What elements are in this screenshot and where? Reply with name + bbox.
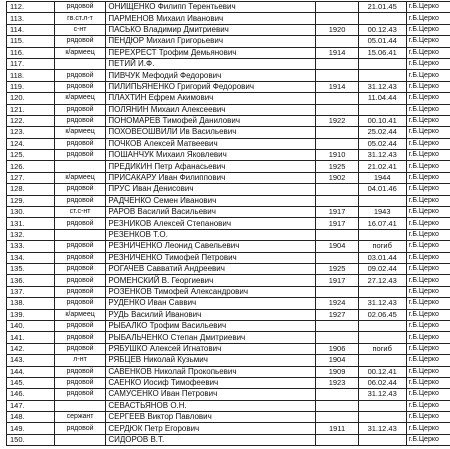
military-rank-cell: рядовой — [54, 104, 106, 115]
table-row — [7, 195, 450, 206]
death-date-cell: 00.10.41 — [358, 115, 406, 126]
row-number-cell: 115. — [7, 36, 55, 47]
person-name-cell: РЫБАЛКО Трофим Васильевич — [106, 320, 316, 331]
burial-place-cell: г.Б.Церко — [406, 81, 450, 92]
person-name-cell: ПАРМЕНОВ Михаил Иванович — [106, 13, 316, 24]
death-date-cell: 15.06.41 — [358, 47, 406, 58]
row-number-cell: 144. — [7, 366, 55, 377]
death-date-cell: 25.02.44 — [358, 127, 406, 138]
table-row — [7, 2, 450, 13]
death-date-cell — [358, 434, 406, 445]
person-name-cell: РОМЕНСКИЙ В. Георгиевич — [106, 275, 316, 286]
birth-year-cell — [316, 2, 358, 13]
birth-year-cell — [316, 195, 358, 206]
table-row — [7, 366, 450, 377]
person-name-cell: СИДОРОВ В.Т. — [106, 434, 316, 445]
row-number-cell: 147. — [7, 400, 55, 411]
table-row — [7, 275, 450, 286]
burial-place-cell: г.Б.Церко — [406, 252, 450, 263]
table-row — [7, 332, 450, 343]
table-row — [7, 184, 450, 195]
row-number-cell: 126. — [7, 161, 55, 172]
burial-place-cell: г.Б.Церко — [406, 332, 450, 343]
row-number-cell: 123. — [7, 127, 55, 138]
military-rank-cell: рядовой — [54, 195, 106, 206]
person-name-cell: РАРОВ Василий Васильевич — [106, 207, 316, 218]
death-date-cell — [358, 229, 406, 240]
burial-place-cell: г.Б.Церко — [406, 104, 450, 115]
death-date-cell: 27.12.43 — [358, 275, 406, 286]
military-rank-cell: рядовой — [54, 343, 106, 354]
table-row — [7, 150, 450, 161]
birth-year-cell: 1909 — [316, 366, 358, 377]
military-rank-cell: рядовой — [54, 218, 106, 229]
military-rank-cell: рядовой — [54, 81, 106, 92]
death-date-cell: 04.01.46 — [358, 184, 406, 195]
person-name-cell: РОЗЕНКОВ Тимофей Александрович — [106, 286, 316, 297]
death-date-cell — [358, 412, 406, 423]
birth-year-cell: 1917 — [316, 207, 358, 218]
table-row — [7, 13, 450, 24]
birth-year-cell — [316, 389, 358, 400]
burial-place-cell: г.Б.Церко — [406, 36, 450, 47]
row-number-cell: 136. — [7, 275, 55, 286]
death-date-cell — [358, 70, 406, 81]
person-name-cell: РЕЗНИКОВ Алексей Степанович — [106, 218, 316, 229]
death-date-cell — [358, 320, 406, 331]
birth-year-cell: 1914 — [316, 47, 358, 58]
person-name-cell: РЯБУШКО Алексей Игнатович — [106, 343, 316, 354]
row-number-cell: 112. — [7, 2, 55, 13]
military-rank-cell: к/армеец — [54, 47, 106, 58]
burial-place-cell: г.Б.Церко — [406, 13, 450, 24]
birth-year-cell: 1917 — [316, 275, 358, 286]
death-date-cell: погиб — [358, 241, 406, 252]
person-name-cell: ПОШАНЧУК Михаил Яковлевич — [106, 150, 316, 161]
death-date-cell: 31.12.43 — [358, 423, 406, 434]
death-date-cell — [358, 104, 406, 115]
burial-place-cell: г.Б.Церко — [406, 24, 450, 35]
row-number-cell: 149. — [7, 423, 55, 434]
table-row — [7, 377, 450, 388]
row-number-cell: 124. — [7, 138, 55, 149]
military-rank-cell: к/армеец — [54, 127, 106, 138]
birth-year-cell: 1906 — [316, 343, 358, 354]
person-name-cell: ПРЕДИКИН Петр Афанасьевич — [106, 161, 316, 172]
person-name-cell: РУДЬ Василий Иванович — [106, 309, 316, 320]
birth-year-cell — [316, 58, 358, 69]
birth-year-cell — [316, 286, 358, 297]
military-rank-cell: к/армеец — [54, 309, 106, 320]
birth-year-cell — [316, 127, 358, 138]
burial-place-cell: г.Б.Церко — [406, 138, 450, 149]
burial-place-cell: г.Б.Церко — [406, 400, 450, 411]
birth-year-cell: 1923 — [316, 377, 358, 388]
table-body — [7, 2, 450, 446]
military-rank-cell: гв.ст.л-т — [54, 13, 106, 24]
table-row — [7, 115, 450, 126]
burial-place-cell: г.Б.Церко — [406, 127, 450, 138]
table-row — [7, 24, 450, 35]
person-name-cell: ПЕНДЮР Михаил Григорьевич — [106, 36, 316, 47]
burial-place-cell: г.Б.Церко — [406, 412, 450, 423]
death-date-cell: 00.12.43 — [358, 24, 406, 35]
birth-year-cell — [316, 184, 358, 195]
birth-year-cell: 1902 — [316, 172, 358, 183]
military-rank-cell: рядовой — [54, 332, 106, 343]
table-row — [7, 172, 450, 183]
row-number-cell: 131. — [7, 218, 55, 229]
birth-year-cell — [316, 229, 358, 240]
table-row — [7, 412, 450, 423]
row-number-cell: 128. — [7, 184, 55, 195]
death-date-cell: 03.01.44 — [358, 252, 406, 263]
table-row — [7, 298, 450, 309]
burial-place-cell: г.Б.Церко — [406, 115, 450, 126]
row-number-cell: 130. — [7, 207, 55, 218]
death-date-cell: 06.02.44 — [358, 377, 406, 388]
death-date-cell — [358, 13, 406, 24]
row-number-cell: 138. — [7, 298, 55, 309]
death-date-cell: 21.02.41 — [358, 161, 406, 172]
burial-place-cell: г.Б.Церко — [406, 298, 450, 309]
birth-year-cell — [316, 104, 358, 115]
row-number-cell: 146. — [7, 389, 55, 400]
military-rank-cell: л-нт — [54, 355, 106, 366]
death-date-cell — [358, 400, 406, 411]
table-row — [7, 263, 450, 274]
death-date-cell: 02.06.45 — [358, 309, 406, 320]
birth-year-cell: 1924 — [316, 298, 358, 309]
row-number-cell: 143. — [7, 355, 55, 366]
person-name-cell: РАДЧЕНКО Семен Иванович — [106, 195, 316, 206]
burial-place-cell: г.Б.Церко — [406, 434, 450, 445]
military-rank-cell: рядовой — [54, 377, 106, 388]
death-date-cell: 31.12.43 — [358, 81, 406, 92]
burial-place-cell: г.Б.Церко — [406, 309, 450, 320]
person-name-cell: РОГАЧЕВ Савватий Андреевич — [106, 263, 316, 274]
table-row — [7, 309, 450, 320]
row-number-cell: 135. — [7, 263, 55, 274]
military-rank-cell: к/армеец — [54, 93, 106, 104]
person-name-cell: ПИЛИПЬЯНЕНКО Григорий Федорович — [106, 81, 316, 92]
table-row — [7, 93, 450, 104]
birth-year-cell: 1904 — [316, 241, 358, 252]
row-number-cell: 119. — [7, 81, 55, 92]
table-row — [7, 161, 450, 172]
burial-place-cell: г.Б.Церко — [406, 366, 450, 377]
row-number-cell: 117. — [7, 58, 55, 69]
table-row — [7, 389, 450, 400]
military-rank-cell: рядовой — [54, 320, 106, 331]
row-number-cell: 148. — [7, 412, 55, 423]
military-rank-cell: с-нт — [54, 24, 106, 35]
person-name-cell: ОНИЩЕНКО Филипп Терентьевич — [106, 2, 316, 13]
row-number-cell: 137. — [7, 286, 55, 297]
table-row — [7, 355, 450, 366]
row-number-cell: 139. — [7, 309, 55, 320]
person-name-cell: ПРУС Иван Денисович — [106, 184, 316, 195]
military-rank-cell: к/армеец — [54, 172, 106, 183]
military-rank-cell: сержант — [54, 412, 106, 423]
military-rank-cell: рядовой — [54, 70, 106, 81]
person-name-cell: РЫБАЛЬЧЕНКО Степан Дмитриевич — [106, 332, 316, 343]
burial-place-cell: г.Б.Церко — [406, 320, 450, 331]
birth-year-cell — [316, 13, 358, 24]
military-rank-cell: рядовой — [54, 286, 106, 297]
person-name-cell: САМУСЕНКО Иван Петрович — [106, 389, 316, 400]
person-name-cell: ПЛАХТИН Ефрем Акимович — [106, 93, 316, 104]
death-date-cell: 09.02.44 — [358, 263, 406, 274]
table-row — [7, 241, 450, 252]
row-number-cell: 125. — [7, 150, 55, 161]
burial-place-cell: г.Б.Церко — [406, 275, 450, 286]
burial-place-cell: г.Б.Церко — [406, 184, 450, 195]
burial-place-cell: г.Б.Церко — [406, 150, 450, 161]
table-row — [7, 252, 450, 263]
person-name-cell: ПЕРЕХРЕСТ Трофим Демьянович — [106, 47, 316, 58]
table-row — [7, 207, 450, 218]
military-rank-cell: рядовой — [54, 150, 106, 161]
military-rank-cell: рядовой — [54, 423, 106, 434]
military-rank-cell: рядовой — [54, 298, 106, 309]
person-name-cell: ПЕТИЙ И.Ф. — [106, 58, 316, 69]
death-date-cell — [358, 195, 406, 206]
person-name-cell: ПИВЧУК Мефодий Федорович — [106, 70, 316, 81]
military-rank-cell — [54, 434, 106, 445]
birth-year-cell: 1904 — [316, 355, 358, 366]
death-date-cell — [358, 286, 406, 297]
person-name-cell: ПАСЬКО Владимир Дмитриевич — [106, 24, 316, 35]
birth-year-cell — [316, 320, 358, 331]
birth-year-cell — [316, 36, 358, 47]
table-row — [7, 138, 450, 149]
death-date-cell: 11.04.44 — [358, 93, 406, 104]
person-name-cell: ПОНОМАРЕВ Тимофей Данилович — [106, 115, 316, 126]
table-row — [7, 36, 450, 47]
death-date-cell: 21.01.45 — [358, 2, 406, 13]
death-date-cell: 31.12.43 — [358, 389, 406, 400]
military-rank-cell: рядовой — [54, 36, 106, 47]
person-name-cell: ПОЛЯНИН Михаил Алексеевич — [106, 104, 316, 115]
burial-place-cell: г.Б.Церко — [406, 70, 450, 81]
burial-place-cell: г.Б.Церко — [406, 389, 450, 400]
death-date-cell: 05.01.44 — [358, 36, 406, 47]
person-name-cell: РЕЗЕНКОВ Т.О. — [106, 229, 316, 240]
burial-place-cell: г.Б.Церко — [406, 263, 450, 274]
table-row — [7, 81, 450, 92]
burial-place-cell: г.Б.Церко — [406, 58, 450, 69]
memorial-list-table — [6, 1, 450, 446]
death-date-cell: 05.02.44 — [358, 138, 406, 149]
death-date-cell: 31.12.43 — [358, 298, 406, 309]
person-name-cell: ПОЧКОВ Алексей Матвеевич — [106, 138, 316, 149]
person-name-cell: РЯБЦЕВ Николай Кузьмич — [106, 355, 316, 366]
military-rank-cell: рядовой — [54, 275, 106, 286]
birth-year-cell — [316, 70, 358, 81]
person-name-cell: САВЕНКОВ Николай Прокопьевич — [106, 366, 316, 377]
row-number-cell: 114. — [7, 24, 55, 35]
birth-year-cell — [316, 93, 358, 104]
military-rank-cell: рядовой — [54, 115, 106, 126]
person-name-cell: СЕРДЮК Петр Егорович — [106, 423, 316, 434]
death-date-cell — [358, 332, 406, 343]
row-number-cell: 113. — [7, 13, 55, 24]
row-number-cell: 132. — [7, 229, 55, 240]
military-rank-cell: рядовой — [54, 241, 106, 252]
person-name-cell: ПРИСАКАРУ Иван Филиппович — [106, 172, 316, 183]
military-rank-cell — [54, 400, 106, 411]
birth-year-cell: 1917 — [316, 218, 358, 229]
row-number-cell: 140. — [7, 320, 55, 331]
birth-year-cell — [316, 332, 358, 343]
birth-year-cell: 1927 — [316, 309, 358, 320]
burial-place-cell: г.Б.Церко — [406, 423, 450, 434]
death-date-cell: 31.12.43 — [358, 150, 406, 161]
row-number-cell: 120. — [7, 93, 55, 104]
table-row — [7, 70, 450, 81]
row-number-cell: 118. — [7, 70, 55, 81]
table-row — [7, 127, 450, 138]
burial-place-cell: г.Б.Церко — [406, 93, 450, 104]
person-name-cell: ПОХОВЕОШВИЛИ Ив Васильевич — [106, 127, 316, 138]
row-number-cell: 122. — [7, 115, 55, 126]
military-rank-cell: рядовой — [54, 366, 106, 377]
table-row — [7, 104, 450, 115]
table-row — [7, 47, 450, 58]
military-rank-cell: рядовой — [54, 263, 106, 274]
birth-year-cell — [316, 252, 358, 263]
person-name-cell: СЕРГЕЕВ Виктор Павлович — [106, 412, 316, 423]
burial-place-cell: г.Б.Церко — [406, 47, 450, 58]
military-rank-cell: рядовой — [54, 2, 106, 13]
burial-place-cell: г.Б.Церко — [406, 241, 450, 252]
burial-place-cell: г.Б.Церко — [406, 172, 450, 183]
burial-place-cell: г.Б.Церко — [406, 286, 450, 297]
row-number-cell: 129. — [7, 195, 55, 206]
birth-year-cell: 1914 — [316, 81, 358, 92]
burial-place-cell: г.Б.Церко — [406, 195, 450, 206]
table-row — [7, 58, 450, 69]
military-rank-cell — [54, 58, 106, 69]
person-name-cell: СЕВАСТЬЯНОВ О.Н. — [106, 400, 316, 411]
birth-year-cell: 1920 — [316, 24, 358, 35]
birth-year-cell — [316, 400, 358, 411]
row-number-cell: 145. — [7, 377, 55, 388]
row-number-cell: 142. — [7, 343, 55, 354]
table-row — [7, 343, 450, 354]
row-number-cell: 127. — [7, 172, 55, 183]
death-date-cell — [358, 58, 406, 69]
row-number-cell: 141. — [7, 332, 55, 343]
birth-year-cell: 1910 — [316, 150, 358, 161]
death-date-cell — [358, 355, 406, 366]
military-rank-cell: рядовой — [54, 389, 106, 400]
military-rank-cell: ст.с-нт — [54, 207, 106, 218]
birth-year-cell: 1922 — [316, 115, 358, 126]
birth-year-cell — [316, 434, 358, 445]
birth-year-cell — [316, 138, 358, 149]
death-date-cell: погиб — [358, 343, 406, 354]
person-name-cell: РЕЗНИЧЕНКО Леонид Савельевич — [106, 241, 316, 252]
death-date-cell: 16.07.41 — [358, 218, 406, 229]
burial-place-cell: г.Б.Церко — [406, 218, 450, 229]
table-row — [7, 434, 450, 445]
death-date-cell: 00.12.41 — [358, 366, 406, 377]
table-row — [7, 400, 450, 411]
burial-place-cell: г.Б.Церко — [406, 377, 450, 388]
table-row — [7, 286, 450, 297]
table-row — [7, 423, 450, 434]
row-number-cell: 116. — [7, 47, 55, 58]
birth-year-cell: 1925 — [316, 263, 358, 274]
person-name-cell: РУДЕНКО Иван Саввич — [106, 298, 316, 309]
military-rank-cell: рядовой — [54, 184, 106, 195]
person-name-cell: РЕЗНИЧЕНКО Тимофей Петрович — [106, 252, 316, 263]
burial-place-cell: г.Б.Церко — [406, 343, 450, 354]
birth-year-cell — [316, 412, 358, 423]
military-rank-cell — [54, 161, 106, 172]
military-rank-cell — [54, 229, 106, 240]
burial-place-cell: г.Б.Церко — [406, 207, 450, 218]
military-rank-cell: рядовой — [54, 138, 106, 149]
birth-year-cell: 1925 — [316, 161, 358, 172]
military-rank-cell: рядовой — [54, 252, 106, 263]
birth-year-cell: 1911 — [316, 423, 358, 434]
death-date-cell: 1943 — [358, 207, 406, 218]
table-row — [7, 320, 450, 331]
burial-place-cell: г.Б.Церко — [406, 229, 450, 240]
person-name-cell: САЕНКО Иосиф Тимофеевич — [106, 377, 316, 388]
burial-place-cell: г.Б.Церко — [406, 161, 450, 172]
table-row — [7, 218, 450, 229]
row-number-cell: 121. — [7, 104, 55, 115]
table-row — [7, 229, 450, 240]
row-number-cell: 134. — [7, 252, 55, 263]
row-number-cell: 150. — [7, 434, 55, 445]
burial-place-cell: г.Б.Церко — [406, 2, 450, 13]
death-date-cell: 1944 — [358, 172, 406, 183]
row-number-cell: 133. — [7, 241, 55, 252]
burial-place-cell: г.Б.Церко — [406, 355, 450, 366]
